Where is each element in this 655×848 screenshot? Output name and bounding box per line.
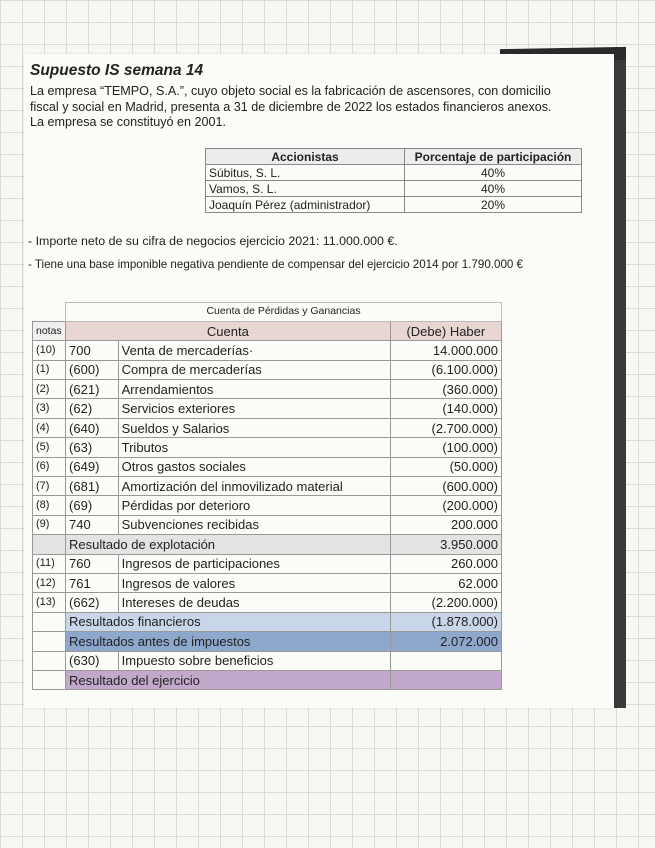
pnl-amount: (600.000): [390, 477, 501, 496]
pnl-amount: (50.000): [390, 457, 501, 476]
pnl-amount: (100.000): [390, 438, 501, 457]
pnl-code: (649): [66, 457, 119, 476]
pnl-code: 760: [66, 554, 119, 573]
pnl-amount: 260.000: [390, 554, 501, 573]
shareholder-row: [206, 181, 582, 197]
pnl-row: [33, 573, 502, 592]
pnl-code: 740: [66, 515, 119, 534]
pnl-code: (63): [66, 438, 119, 457]
pnl-row: [33, 593, 502, 612]
tax-amount: [390, 651, 501, 670]
pnl-row: [33, 341, 502, 360]
bullet-revenue: - Importe neto de su cifra de negocios ejercicio 2021: 11.000.000 €.: [28, 234, 398, 248]
pnl-concept: Tributos: [118, 438, 390, 457]
pnl-amount: (2.200.000): [390, 593, 501, 612]
pnl-amount: 62.000: [390, 573, 501, 592]
pnl-header-amount: (Debe) Haber: [390, 321, 501, 340]
shareholders-header-name: Accionistas: [206, 149, 405, 165]
pnl-note: (13): [33, 593, 66, 612]
pnl-row: [33, 554, 502, 573]
intro-line: La empresa se constituyó en 2001.: [30, 115, 227, 129]
pnl-header-account: Cuenta: [66, 321, 391, 340]
photo-edge-right: [612, 60, 626, 708]
pnl-concept: Ingresos de participaciones: [118, 554, 390, 573]
pnl-row: [33, 496, 502, 515]
pnl-note: (6): [33, 457, 66, 476]
pnl-table: [32, 302, 502, 690]
pnl-row: [33, 380, 502, 399]
tax-code: (630): [66, 651, 119, 670]
pnl-note: (10): [33, 341, 66, 360]
pnl-row: [33, 438, 502, 457]
shareholder-row: [206, 197, 582, 213]
pnl-row: [33, 457, 502, 476]
financial-result-row: [33, 612, 502, 631]
pnl-caption: Cuenta de Pérdidas y Ganancias: [66, 303, 502, 322]
document-photo: [24, 54, 614, 708]
document-title: Supuesto IS semana 14: [30, 62, 204, 79]
pnl-amount: (200.000): [390, 496, 501, 515]
pnl-note: (11): [33, 554, 66, 573]
pnl-concept: Venta de mercaderías·: [118, 341, 390, 360]
shareholders-table: [205, 148, 582, 213]
pnl-note: (8): [33, 496, 66, 515]
pnl-amount: (360.000): [390, 380, 501, 399]
pnl-row: [33, 515, 502, 534]
pnl-concept: Otros gastos sociales: [118, 457, 390, 476]
pnl-amount: 200.000: [390, 515, 501, 534]
pnl-concept: Intereses de deudas: [118, 593, 390, 612]
final-result-label: Resultado del ejercicio: [66, 670, 391, 689]
intro-paragraph: [30, 84, 610, 131]
tax-row: [33, 651, 502, 670]
pnl-note: (3): [33, 399, 66, 418]
pretax-result-amount: 2.072.000: [390, 632, 501, 651]
pnl-header-row: [33, 321, 502, 340]
shareholder-row: [206, 165, 582, 181]
pnl-row: [33, 477, 502, 496]
pnl-note: (1): [33, 360, 66, 379]
pnl-note: (9): [33, 515, 66, 534]
pnl-code: 761: [66, 573, 119, 592]
pnl-row: [33, 418, 502, 437]
shareholder-name: Joaquín Pérez (administrador): [206, 197, 405, 213]
pnl-note: (7): [33, 477, 66, 496]
pnl-code: (621): [66, 380, 119, 399]
pnl-row: [33, 360, 502, 379]
intro-line: La empresa “TEMPO, S.A.”, cuyo objeto social es la fabricación de ascensores, con domicilio: [30, 84, 551, 98]
pnl-concept: Arrendamientos: [118, 380, 390, 399]
pnl-code: (640): [66, 418, 119, 437]
shareholder-pct: 40%: [405, 181, 582, 197]
pnl-note: (4): [33, 418, 66, 437]
pnl-amount: (6.100.000): [390, 360, 501, 379]
pnl-concept: Compra de mercaderías: [118, 360, 390, 379]
pnl-note: (12): [33, 573, 66, 592]
pnl-caption-row: [33, 303, 502, 322]
pnl-concept: Ingresos de valores: [118, 573, 390, 592]
financial-result-amount: (1.878.000): [390, 612, 501, 631]
pnl-concept: Sueldos y Salarios: [118, 418, 390, 437]
shareholders-header-row: [206, 149, 582, 165]
pnl-operating-rows: [33, 341, 502, 535]
pnl-header-notes: notas: [33, 321, 66, 340]
shareholders-header-pct: Porcentaje de participación: [405, 149, 582, 165]
pnl-code: (62): [66, 399, 119, 418]
shareholder-pct: 40%: [405, 165, 582, 181]
operating-result-label: Resultado de explotación: [66, 535, 391, 554]
pretax-result-label: Resultados antes de impuestos: [66, 632, 391, 651]
shareholder-name: Vamos, S. L.: [206, 181, 405, 197]
bullet-tax-base: - Tiene una base imponible negativa pendiente de compensar del ejercicio 2014 por 1.790.000 €: [28, 258, 524, 271]
final-result-row: [33, 670, 502, 689]
tax-concept: Impuesto sobre beneficios: [118, 651, 390, 670]
pnl-note: (2): [33, 380, 66, 399]
pretax-result-row: [33, 632, 502, 651]
pnl-concept: Servicios exteriores: [118, 399, 390, 418]
pnl-code: (681): [66, 477, 119, 496]
shareholder-name: Súbitus, S. L.: [206, 165, 405, 181]
shareholder-pct: 20%: [405, 197, 582, 213]
final-result-amount: [390, 670, 501, 689]
pnl-code: (600): [66, 360, 119, 379]
pnl-concept: Amortización del inmovilizado material: [118, 477, 390, 496]
pnl-code: (662): [66, 593, 119, 612]
pnl-amount: (2.700.000): [390, 418, 501, 437]
pnl-code: 700: [66, 341, 119, 360]
pnl-amount: (140.000): [390, 399, 501, 418]
pnl-note: (5): [33, 438, 66, 457]
pnl-code: (69): [66, 496, 119, 515]
operating-result-amount: 3.950.000: [390, 535, 501, 554]
pnl-amount: 14.000.000: [390, 341, 501, 360]
pnl-concept: Subvenciones recibidas: [118, 515, 390, 534]
financial-result-label: Resultados financieros: [66, 612, 391, 631]
intro-line: fiscal y social en Madrid, presenta a 31 de diciembre de 2022 los estados financieros anexos.: [30, 99, 552, 114]
operating-result-row: [33, 535, 502, 554]
pnl-concept: Pérdidas por deterioro: [118, 496, 390, 515]
pnl-row: [33, 399, 502, 418]
